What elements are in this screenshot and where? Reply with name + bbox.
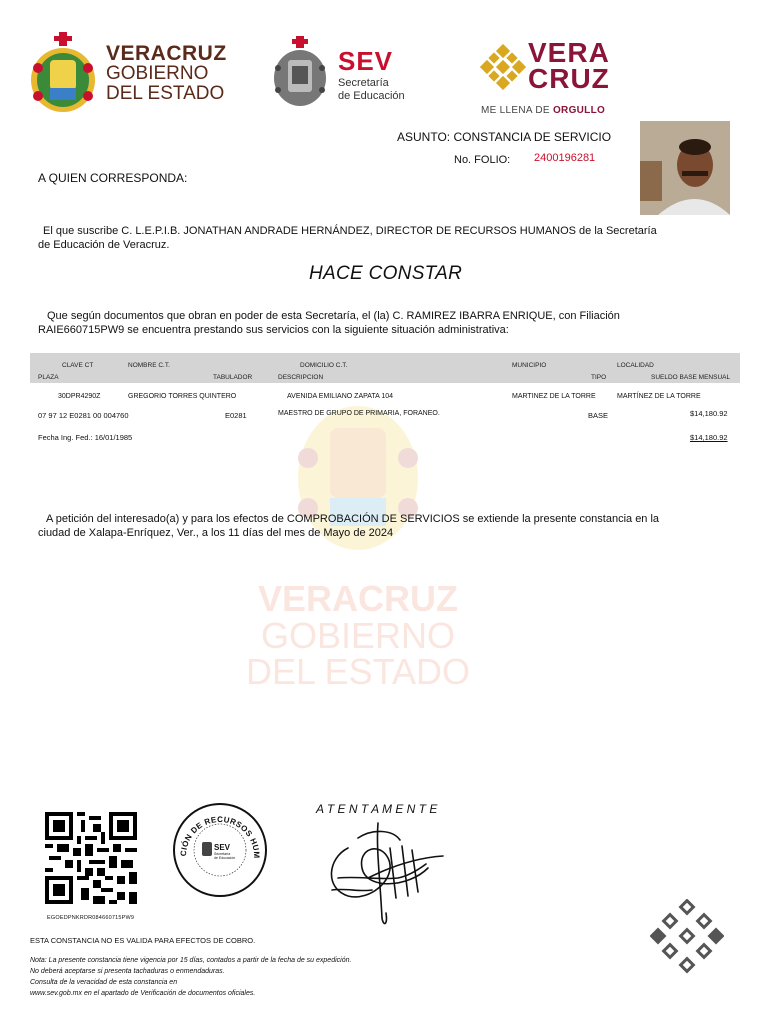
th-localidad: LOCALIDAD xyxy=(617,362,654,369)
qr-code-text: EGOEDPNKRDR084660715PW9 xyxy=(47,915,135,921)
no-valida-notice: ESTA CONSTANCIA NO ES VALIDA PARA EFECTOS DE COBRO. xyxy=(30,936,256,945)
intro-paragraph xyxy=(38,224,698,252)
th-nombre-ct: NOMBRE C.T. xyxy=(128,362,170,369)
signature-image xyxy=(318,818,448,933)
folio-value: 2400196281 xyxy=(534,152,596,164)
veracruz-brand-wordmark: VERA CRUZ xyxy=(528,37,610,94)
veracruz-gov-wordmark: VERACRUZ GOBIERNO DEL ESTADO xyxy=(106,42,227,104)
td-nombre-ct: GREGORIO TORRES QUINTERO xyxy=(128,393,237,400)
header-veracruz-brand-logo xyxy=(478,38,618,120)
td-clave-ct: 30DPR4290Z xyxy=(58,393,101,400)
td-sueldo: $14,180.92 xyxy=(690,409,728,418)
td-descripcion: MAESTRO DE GRUPO DE PRIMARIA, FORANEO. xyxy=(278,410,440,417)
total-sueldo: $14,180.92 xyxy=(690,433,728,442)
official-stamp xyxy=(170,800,270,900)
th-municipio: MUNICIPIO xyxy=(512,362,547,369)
td-municipio: MARTINEZ DE LA TORRE xyxy=(512,393,596,400)
th-domicilio-ct: DOMICILIO C.T. xyxy=(300,362,348,369)
fecha-ingreso: Fecha Ing. Fed.: 16/01/1985 xyxy=(38,433,133,442)
qr-code xyxy=(45,812,137,904)
td-tipo: BASE xyxy=(588,411,609,420)
note-line: Consulta de la veracidad de esta constancia en xyxy=(30,979,178,986)
stamp-center-line2: de Educación xyxy=(214,856,236,860)
td-plaza: 07 97 12 E0281 00 004760 xyxy=(38,411,129,420)
th-sueldo: SUELDO BASE MENSUAL xyxy=(651,374,731,381)
note-line: No deberá aceptarse si presenta tachaduras o enmendaduras. xyxy=(30,968,225,975)
watermark-text: VERACRUZ GOBIERNO DEL ESTADO xyxy=(245,578,471,692)
intro-line-2: de Educación de Veracruz. xyxy=(38,239,170,251)
asunto-label: ASUNTO: CONSTANCIA DE SERVICIO xyxy=(397,130,612,144)
sev-shield-icon xyxy=(272,36,328,108)
document-title: HACE CONSTAR xyxy=(309,263,463,284)
peticion-line-2: ciudad de Xalapa-Enríquez, Ver., a los 11 días del mes de Mayo de 2024 xyxy=(38,527,394,539)
atentamente-label: A T E N T A M E N T E xyxy=(316,802,438,816)
th-tipo: TIPO xyxy=(591,374,607,381)
td-domicilio-ct: AVENIDA EMILIANO ZAPATA 104 xyxy=(287,393,394,400)
td-tabulador: E0281 xyxy=(225,411,247,420)
body-paragraph xyxy=(38,309,698,337)
header-veracruz-gov-logo xyxy=(28,30,228,116)
salutation: A QUIEN CORRESPONDA: xyxy=(38,171,188,185)
body-line-1: Que según documentos que obran en poder de esta Secretaría, el (la) C. RAMIREZ IBARRA ENRIQUE, con Filiación xyxy=(47,310,620,322)
stamp-center-line1: Secretaría xyxy=(214,852,231,856)
th-descripcion: DESCRIPCION xyxy=(278,374,324,381)
td-localidad: MARTÍNEZ DE LA TORRE xyxy=(617,393,701,400)
peticion-paragraph xyxy=(38,512,698,540)
body-line-2: RAIE660715PW9 se encuentra prestando sus servicios con la siguiente situación administrativa: xyxy=(38,324,509,336)
stamp-center-acronym: SEV xyxy=(214,843,231,852)
veracruz-knot-footer-icon xyxy=(650,899,724,975)
veracruz-slogan: ME LLENA DE ORGULLO xyxy=(481,105,606,116)
note-line: www.sev.gob.mx en el apartado de Verificación de documentos oficiales. xyxy=(30,990,256,997)
note-line: Nota: La presente constancia tiene vigencia por 15 días, contados a partir de la fecha de su expedición. xyxy=(30,957,352,964)
folio-label: No. FOLIO: xyxy=(454,154,511,166)
veracruz-coat-of-arms-icon xyxy=(28,30,98,116)
stamp-seal-icon xyxy=(170,800,270,900)
header-sev-logo xyxy=(272,36,432,108)
employee-photo xyxy=(640,121,730,215)
footer-notes xyxy=(30,955,590,999)
th-clave-ct: CLAVE CT xyxy=(62,362,94,369)
th-tabulador: TABULADOR xyxy=(213,374,253,381)
sev-wordmark: SEV Secretaría de Educación xyxy=(338,46,405,102)
stamp-arc-text: CIÓN DE RECURSOS HUM xyxy=(178,814,262,859)
th-plaza: PLAZA xyxy=(38,374,59,381)
intro-line-1: El que suscribe C. L.E.P.I.B. JONATHAN ANDRADE HERNÁNDEZ, DIRECTOR DE RECURSOS HUMANOS de la Secretaría xyxy=(43,225,657,237)
peticion-line-1: A petición del interesado(a) y para los efectos de COMPROBACIÓN DE SERVICIOS se extiende la presente constancia en la xyxy=(46,513,660,525)
person-photo-icon xyxy=(640,121,730,215)
veracruz-knot-icon xyxy=(480,44,526,90)
